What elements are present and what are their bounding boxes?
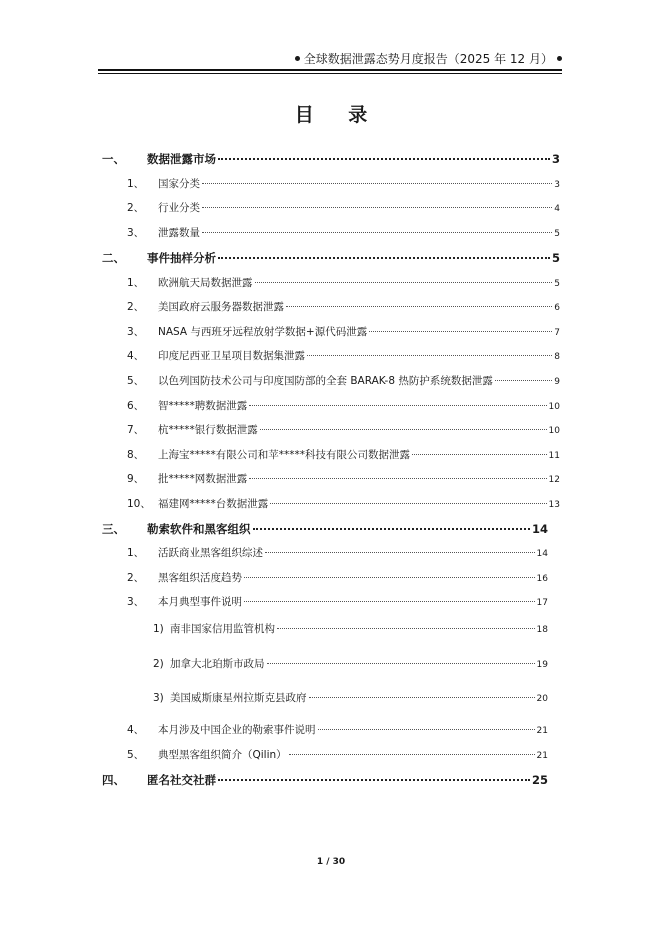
toc-title: 福建网*****台数据泄露 [158, 498, 269, 510]
bullet-dot-icon [295, 56, 300, 61]
dot-leader [412, 454, 547, 455]
toc-number: 3、 [127, 326, 145, 338]
toc-page-number: 8 [554, 352, 560, 362]
toc-page-number: 19 [536, 660, 548, 670]
dot-leader [286, 306, 552, 307]
dot-leader [244, 577, 535, 578]
dot-leader [267, 663, 535, 664]
dot-leader [202, 207, 552, 208]
toc-number: 3、 [127, 596, 145, 608]
toc-title: 批*****网数据泄露 [158, 473, 248, 485]
dot-leader [202, 183, 552, 184]
toc-number: 2、 [127, 202, 145, 214]
toc-section[interactable] [102, 250, 560, 266]
toc-number: 2) [153, 658, 164, 670]
toc-title: 活跃商业黑客组织综述 [158, 547, 263, 559]
toc-title: 美国政府云服务器数据泄露 [158, 301, 284, 313]
toc-section[interactable] [102, 521, 548, 537]
toc-page-number: 7 [554, 328, 560, 338]
toc-number: 2、 [127, 572, 145, 584]
dot-leader [265, 552, 535, 553]
toc-page-number: 3 [551, 152, 560, 166]
toc-section[interactable] [102, 151, 560, 167]
toc-title: 上海宝*****有限公司和苹*****科技有限公司数据泄露 [158, 449, 410, 461]
header-rule-thin [98, 73, 562, 74]
toc-title: 智*****聘数据泄露 [158, 400, 248, 412]
toc-page-number: 25 [531, 773, 548, 787]
toc-number: 1、 [127, 547, 145, 559]
toc-number: 二、 [102, 251, 125, 265]
dot-leader [249, 405, 546, 406]
toc-page-number: 5 [554, 229, 560, 239]
toc-entry[interactable] [127, 348, 560, 364]
toc-title: 黑客组织活度趋势 [158, 572, 242, 584]
toc-entry[interactable] [127, 324, 560, 340]
toc-page-number: 20 [536, 694, 548, 704]
toc-title: 典型黑客组织简介（Qilin） [158, 749, 287, 761]
toc-entry[interactable] [127, 176, 560, 192]
toc-entry[interactable] [127, 594, 548, 610]
dot-leader [260, 429, 547, 430]
toc-entry[interactable] [127, 275, 560, 291]
toc-number: 8、 [127, 449, 145, 461]
toc-title: 本月涉及中国企业的勒索事件说明 [158, 724, 316, 736]
toc-page-number: 11 [548, 451, 560, 461]
toc-entry[interactable] [127, 496, 560, 512]
page-title: 目 录 [294, 104, 382, 126]
toc-title: 行业分类 [158, 202, 200, 214]
toc-subentry[interactable] [153, 621, 548, 637]
toc-number: 一、 [102, 152, 125, 166]
toc-page-number: 17 [536, 598, 548, 608]
toc-title: 欧洲航天局数据泄露 [158, 277, 253, 289]
dot-leader [218, 257, 550, 259]
toc-title: 数据泄露市场 [147, 152, 216, 166]
toc-title: 本月典型事件说明 [158, 596, 242, 608]
dot-leader [270, 503, 546, 504]
toc-page-number: 13 [548, 500, 560, 510]
toc-title: NASA 与西班牙远程放射学数据+源代码泄露 [158, 326, 368, 338]
toc-entry[interactable] [127, 422, 560, 438]
dot-leader [253, 528, 530, 530]
toc-page-number: 3 [554, 180, 560, 190]
toc-number: 4、 [127, 350, 145, 362]
toc-page-number: 18 [536, 625, 548, 635]
toc-entry[interactable] [127, 225, 560, 241]
toc-number: 6、 [127, 400, 145, 412]
toc-page-number: 10 [548, 402, 560, 412]
toc-title: 国家分类 [158, 178, 200, 190]
dot-leader [255, 282, 553, 283]
toc-page-number: 14 [531, 522, 548, 536]
toc-section[interactable] [102, 772, 548, 788]
toc-number: 四、 [102, 773, 125, 787]
toc-title: 事件抽样分析 [147, 251, 216, 265]
toc-number: 三、 [102, 522, 125, 536]
toc-title: 杭*****银行数据泄露 [158, 424, 258, 436]
toc-entry[interactable] [127, 722, 548, 738]
toc-page-number: 4 [554, 204, 560, 214]
toc-entry[interactable] [127, 398, 560, 414]
dot-leader [289, 754, 535, 755]
toc-title: 加拿大北珀斯市政局 [170, 658, 265, 670]
toc-subentry[interactable] [153, 690, 548, 706]
dot-leader [218, 158, 550, 160]
dot-leader [307, 355, 552, 356]
toc-page-number: 6 [554, 303, 560, 313]
dot-leader [218, 779, 530, 781]
dot-leader [369, 331, 552, 332]
toc-entry[interactable] [127, 747, 548, 763]
toc-page-number: 5 [554, 279, 560, 289]
dot-leader [249, 478, 546, 479]
toc-page-number: 21 [536, 751, 548, 761]
toc-number: 3) [153, 692, 164, 704]
header-text: 全球数据泄露态势月度报告（2025 年 12 月） [303, 52, 553, 66]
toc-title: 以色列国防技术公司与印度国防部的全套 BARAK-8 热防护系统数据泄露 [158, 375, 493, 387]
toc-page-number: 16 [536, 574, 548, 584]
toc-page-number: 21 [536, 726, 548, 736]
toc-entry[interactable] [127, 200, 560, 216]
dot-leader [202, 232, 552, 233]
toc-page-number: 14 [536, 549, 548, 559]
dot-leader [309, 697, 535, 698]
toc-number: 5、 [127, 375, 145, 387]
toc-number: 10、 [127, 498, 151, 510]
dot-leader [277, 628, 535, 629]
toc-number: 3、 [127, 227, 145, 239]
toc-subentry[interactable] [153, 656, 548, 672]
toc-title: 匿名社交社群 [147, 773, 216, 787]
toc-entry[interactable] [127, 471, 560, 487]
toc-title: 印度尼西亚卫星项目数据集泄露 [158, 350, 305, 362]
toc-entry[interactable] [127, 545, 548, 561]
toc-page-number: 10 [548, 426, 560, 436]
toc-page-number: 9 [554, 377, 560, 387]
toc-number: 9、 [127, 473, 145, 485]
toc-title: 南非国家信用监管机构 [170, 623, 275, 635]
toc-number: 2、 [127, 301, 145, 313]
toc-title: 美国威斯康星州拉斯克县政府 [170, 692, 307, 704]
header-rule-thick [98, 69, 562, 71]
toc-number: 1) [153, 623, 164, 635]
toc-number: 5、 [127, 749, 145, 761]
toc-number: 1、 [127, 178, 145, 190]
toc-entry[interactable] [127, 570, 548, 586]
toc-page-number: 5 [551, 251, 560, 265]
toc-page-number: 12 [548, 475, 560, 485]
dot-leader [244, 601, 535, 602]
bullet-dot-icon [557, 56, 562, 61]
toc-title: 勒索软件和黑客组织 [147, 522, 251, 536]
toc-entry[interactable] [127, 447, 560, 463]
toc-number: 1、 [127, 277, 145, 289]
dot-leader [318, 729, 535, 730]
toc-entry[interactable] [127, 299, 560, 315]
dot-leader [495, 380, 552, 381]
toc-number: 4、 [127, 724, 145, 736]
toc-title: 泄露数量 [158, 227, 200, 239]
page-number: 1 / 30 [316, 857, 346, 867]
toc-entry[interactable] [127, 373, 560, 389]
running-header [295, 50, 562, 67]
toc-number: 7、 [127, 424, 145, 436]
